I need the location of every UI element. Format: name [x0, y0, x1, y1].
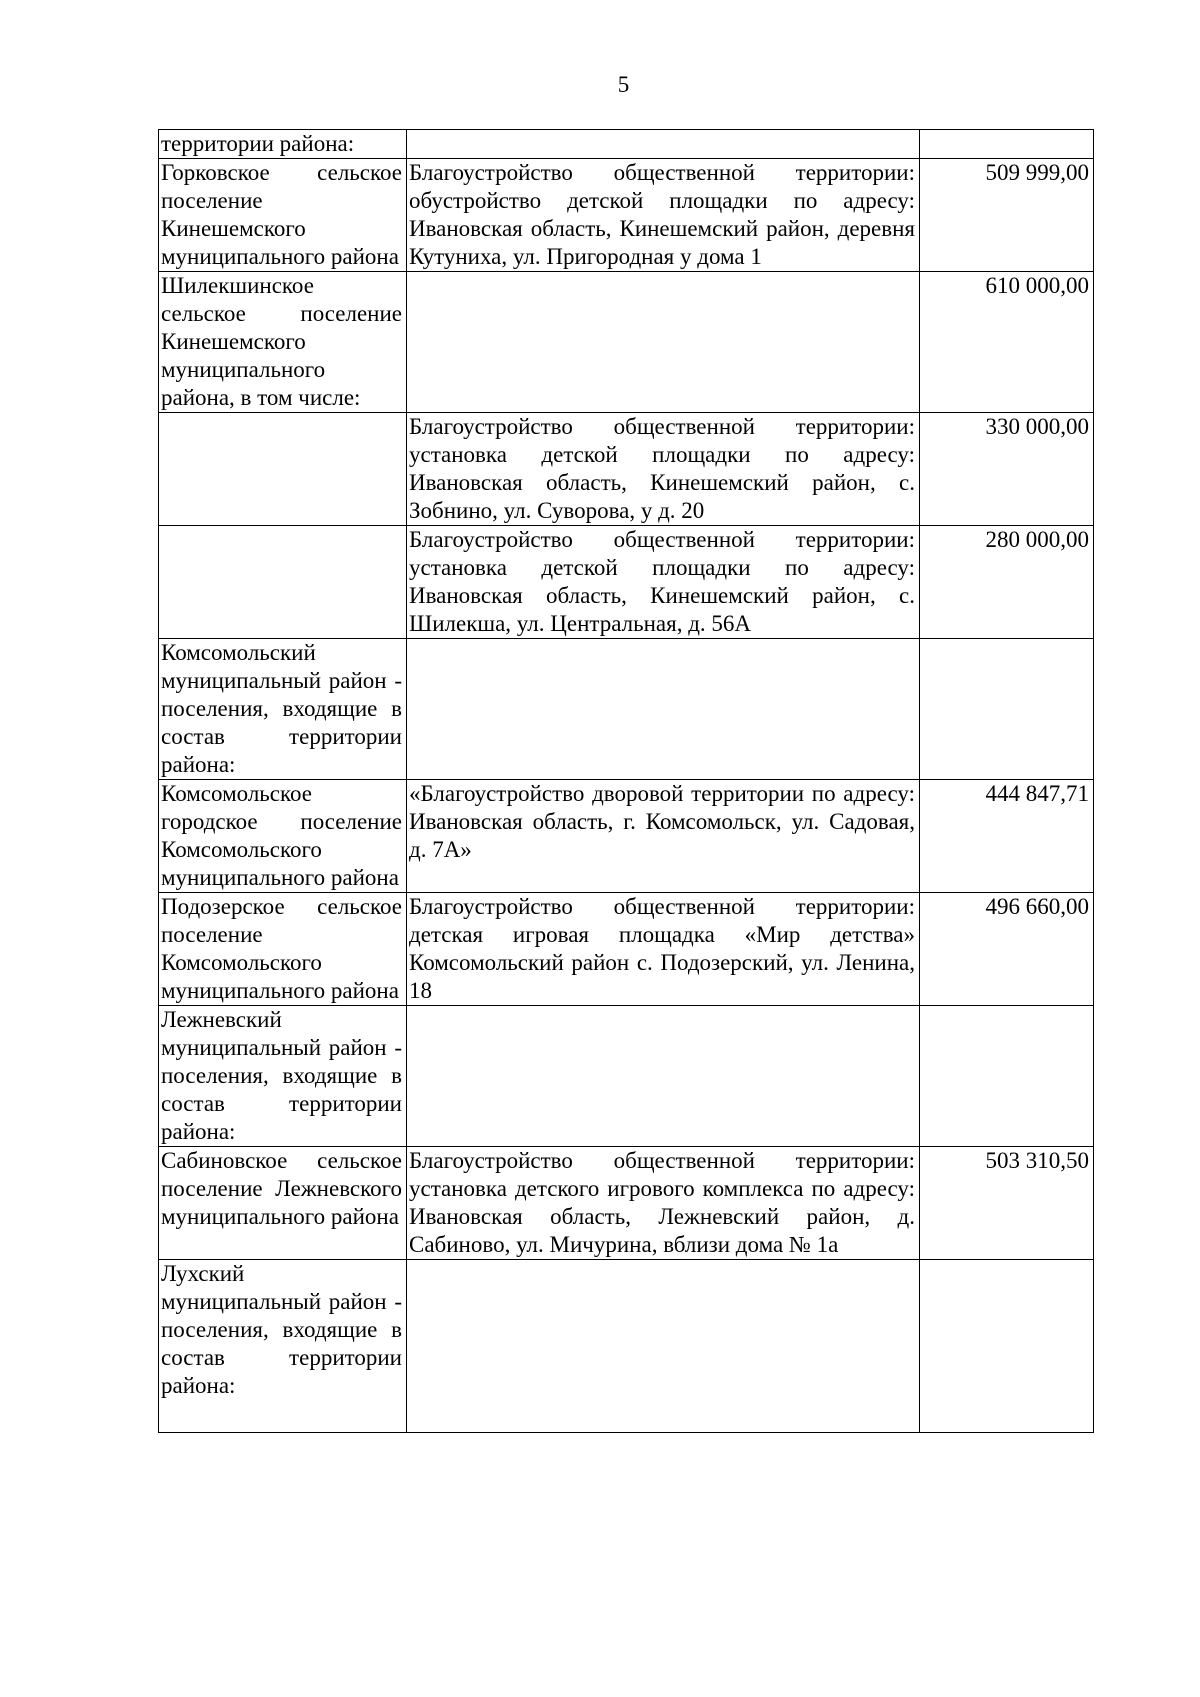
municipality-cell: Комсомольский муниципальный район - поселения, входящие в состав территории района:	[159, 639, 407, 780]
table-row	[159, 130, 1094, 159]
amount-cell	[920, 130, 1094, 159]
municipality-cell	[159, 413, 407, 526]
amount-cell: 503 310,50	[920, 1147, 1094, 1260]
municipality-cell: Сабиновское сельское поселение Лежневского муниципального района	[159, 1147, 407, 1260]
municipality-cell	[159, 526, 407, 639]
table-row	[159, 1260, 1094, 1433]
municipality-cell: Шилекшинское сельское поселение Кинешемского муниципального района, в том числе:	[159, 272, 407, 413]
project-cell	[407, 639, 920, 780]
amount-cell: 496 660,00	[920, 893, 1094, 1006]
project-cell: Благоустройство общественной территории: установка детского игрового комплекса по адресу: Ивановская область, Лежневский район, д. Сабиново, ул. Мичурина, вблизи дома № 1а	[407, 1147, 920, 1260]
table-row	[159, 639, 1094, 780]
amount-cell	[920, 1006, 1094, 1147]
municipality-cell: Горковское сельское поселение Кинешемского муниципального района	[159, 159, 407, 272]
page-number: 5	[617, 72, 630, 97]
table-row	[159, 1147, 1094, 1260]
table-row	[159, 272, 1094, 413]
funding-table	[158, 129, 1094, 1433]
municipality-cell: территории района:	[159, 130, 407, 159]
project-cell: Благоустройство общественной территории: детская игровая площадка «Мир детства» Комсомольский район с. Подозерский, ул. Ленина, 18	[407, 893, 920, 1006]
municipality-cell: Лежневский муниципальный район - поселения, входящие в состав территории района:	[159, 1006, 407, 1147]
project-cell: Благоустройство общественной территории: установка детской площадки по адресу: Ивановская область, Кинешемский район, с. Зобнино, ул. Суворова, у д. 20	[407, 413, 920, 526]
amount-cell: 509 999,00	[920, 159, 1094, 272]
project-cell: Благоустройство общественной территории: установка детской площадки по адресу: Ивановская область, Кинешемский район, с. Шилекша, ул. Центральная, д. 56А	[407, 526, 920, 639]
table-row	[159, 780, 1094, 893]
table-row	[159, 159, 1094, 272]
project-cell	[407, 1006, 920, 1147]
project-cell: Благоустройство общественной территории: обустройство детской площадки по адресу: Ивановская область, Кинешемский район, деревня Кутуниха, ул. Пригородная у дома 1	[407, 159, 920, 272]
municipality-cell: Лухский муниципальный район - поселения, входящие в состав территории района:	[159, 1260, 407, 1433]
table-row	[159, 526, 1094, 639]
project-cell: «Благоустройство дворовой территории по адресу: Ивановская область, г. Комсомольск, ул. Садовая, д. 7А»	[407, 780, 920, 893]
project-cell	[407, 1260, 920, 1433]
municipality-cell: Комсомольское городское поселение Комсомольского муниципального района	[159, 780, 407, 893]
table-row	[159, 413, 1094, 526]
amount-cell	[920, 1260, 1094, 1433]
amount-cell: 330 000,00	[920, 413, 1094, 526]
municipality-cell: Подозерское сельское поселение Комсомольского муниципального района	[159, 893, 407, 1006]
project-cell	[407, 272, 920, 413]
amount-cell: 280 000,00	[920, 526, 1094, 639]
table-row	[159, 893, 1094, 1006]
amount-cell: 444 847,71	[920, 780, 1094, 893]
amount-cell	[920, 639, 1094, 780]
table-row	[159, 1006, 1094, 1147]
amount-cell: 610 000,00	[920, 272, 1094, 413]
project-cell	[407, 130, 920, 159]
